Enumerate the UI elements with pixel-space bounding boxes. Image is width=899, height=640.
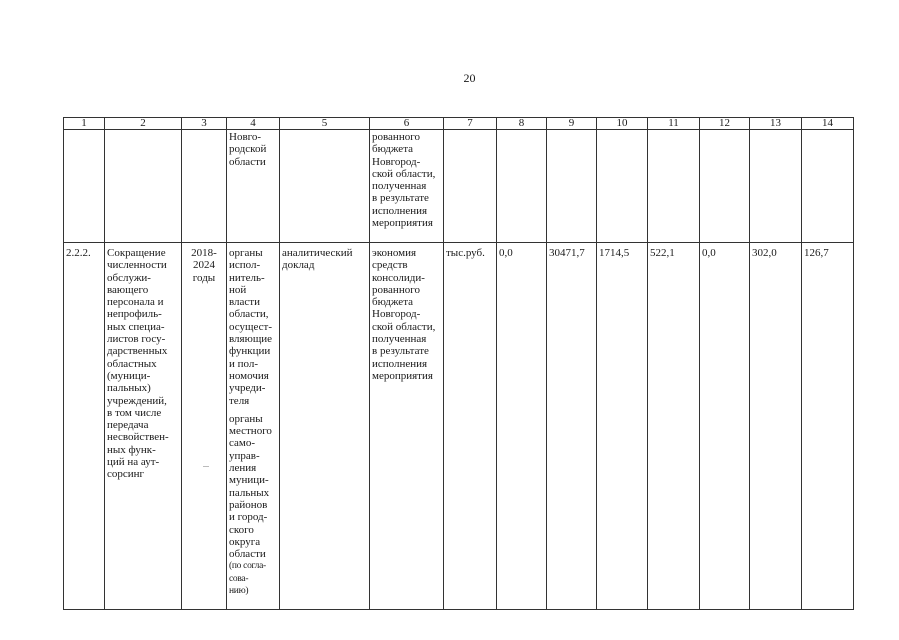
executors-group-a (229, 247, 277, 407)
cell-text-line: ского (229, 523, 254, 536)
cell-text-line: Новго- (229, 131, 262, 143)
cell-empty (280, 130, 370, 243)
cell-text-line: теля (229, 394, 250, 407)
cell-text-line: и пол- (229, 357, 259, 370)
cell-empty (802, 130, 854, 243)
cell-text-line: учреди- (229, 382, 266, 395)
cell-text-line: районов (229, 498, 268, 511)
cell-text-line: Новгород- (372, 155, 421, 168)
column-number: 14 (802, 118, 854, 130)
cell-text-line: численности (107, 259, 167, 272)
cell-text-line: областных (107, 357, 157, 370)
column-number: 2 (105, 118, 182, 130)
cell-text-line: персонала и (107, 296, 164, 309)
cell-text-line: муници- (229, 474, 269, 487)
cell-text-line: власти (229, 296, 260, 309)
cell-executor-continued (227, 130, 280, 243)
cell-text-line: нитель- (229, 271, 265, 284)
cell-text-line: рованного (372, 283, 420, 296)
cell-text-line: номочия (229, 369, 269, 382)
cell-text-line: области (229, 548, 266, 561)
cell-period (182, 243, 227, 610)
cell-text-line: листов госу- (107, 333, 166, 346)
column-number: 1 (64, 118, 105, 130)
cell-text-line: ций на аут- (107, 456, 160, 469)
column-number: 4 (227, 118, 280, 130)
cell-empty (700, 130, 750, 243)
cell-text-line: испол- (229, 259, 261, 272)
cell-text-line: сова- (229, 573, 249, 584)
column-number: 9 (547, 118, 597, 130)
cell-value: 522,1 (648, 243, 700, 610)
page-number: 20 (463, 71, 476, 85)
cell-empty (444, 130, 497, 243)
cell-text-line: годы (192, 271, 216, 284)
column-number: 5 (280, 118, 370, 130)
cell-empty (182, 130, 227, 243)
cell-text-line: области (229, 155, 266, 168)
cell-text-line: и город- (229, 511, 268, 524)
column-number-row (64, 118, 854, 130)
measures-table (63, 117, 854, 610)
pencil-mark (203, 466, 209, 467)
cell-text-line: осущест- (229, 320, 272, 333)
cell-text-line: аналитический (282, 247, 353, 259)
cell-item-number: 2.2.2. (64, 243, 105, 610)
cell-result (370, 243, 444, 610)
cell-indicator (280, 243, 370, 610)
cell-text-line: в результате (372, 192, 429, 205)
column-number: 12 (700, 118, 750, 130)
cell-text-line: мероприятия (372, 369, 433, 382)
executors-group-b (229, 413, 277, 561)
cell-text-line: доклад (282, 259, 315, 272)
column-number: 13 (750, 118, 802, 130)
cell-text-line: средств (372, 259, 408, 272)
cell-text-line: в том числе (107, 406, 162, 419)
cell-text-line: ных специа- (107, 320, 165, 333)
cell-empty (547, 130, 597, 243)
cell-text-line: полученная (372, 180, 427, 193)
cell-empty (497, 130, 547, 243)
column-number: 8 (497, 118, 547, 130)
cell-unit: тыс.руб. (444, 243, 497, 610)
cell-text-line: бюджета (372, 296, 414, 309)
cell-value: 1714,5 (597, 243, 648, 610)
cell-empty (648, 130, 700, 243)
cell-text-line: (муници- (107, 369, 151, 382)
cell-empty (105, 130, 182, 243)
cell-text-line: обслужи- (107, 271, 151, 284)
cell-text-line: само- (229, 437, 256, 450)
cell-text-line: Новгород- (372, 308, 421, 321)
cell-text-line: управ- (229, 449, 260, 462)
cell-text-line: в результате (372, 345, 429, 358)
cell-text-line: 2024 (193, 259, 215, 272)
cell-text-line: органы (229, 412, 263, 425)
cell-text-line: ской области, (372, 320, 436, 333)
cell-text-line: 2018- (191, 247, 217, 259)
column-number: 11 (648, 118, 700, 130)
cell-text-line: учреждений, (107, 394, 167, 407)
cell-empty (64, 130, 105, 243)
table-row-continued (64, 130, 854, 243)
cell-measure-name (105, 243, 182, 610)
cell-text-line: экономия (372, 247, 417, 259)
cell-text-line: функции (229, 345, 271, 358)
cell-value: 0,0 (700, 243, 750, 610)
cell-text-line: Сокращение (107, 247, 166, 259)
cell-empty (597, 130, 648, 243)
cell-value: 30471,7 (547, 243, 597, 610)
column-number: 10 (597, 118, 648, 130)
cell-text-line: исполнения (372, 204, 428, 217)
cell-result-continued (370, 130, 444, 243)
cell-text-line: (по согла- (229, 561, 266, 572)
cell-text-line: несвойствен- (107, 431, 169, 444)
cell-text-line: пальных) (107, 382, 151, 395)
cell-text-line: области, (229, 308, 269, 321)
cell-value: 302,0 (750, 243, 802, 610)
table-row (64, 243, 854, 610)
executors-group-b-note (229, 560, 277, 597)
cell-text-line: ных функ- (107, 443, 156, 456)
cell-text-line: мероприятия (372, 217, 433, 230)
cell-text-line: нию) (229, 586, 249, 597)
column-number: 6 (370, 118, 444, 130)
cell-text-line: ской области, (372, 167, 436, 180)
column-number: 3 (182, 118, 227, 130)
cell-text-line: вляющие (229, 333, 273, 346)
cell-text-line: дарственных (107, 345, 168, 358)
cell-text-line: рованного (372, 131, 420, 143)
column-number: 7 (444, 118, 497, 130)
cell-text-line: передача (107, 419, 149, 432)
cell-text-line: консолиди- (372, 271, 425, 284)
cell-text-line: родской (229, 143, 267, 156)
cell-executors (227, 243, 280, 610)
cell-text-line: органы (229, 247, 263, 259)
cell-text-line: сорсинг (107, 468, 145, 481)
cell-value: 126,7 (802, 243, 854, 610)
cell-text-line: бюджета (372, 143, 414, 156)
cell-text-line: вающего (107, 283, 149, 296)
cell-empty (750, 130, 802, 243)
cell-text-line: округа (229, 535, 261, 548)
cell-text-line: полученная (372, 333, 427, 346)
cell-text-line: непрофиль- (107, 308, 162, 321)
cell-text-line: ления (229, 462, 257, 475)
cell-text-line: исполнения (372, 357, 428, 370)
cell-text-line: пальных (229, 486, 270, 499)
cell-text-line: местного (229, 425, 272, 438)
cell-value: 0,0 (497, 243, 547, 610)
cell-text-line: ной (229, 283, 247, 296)
